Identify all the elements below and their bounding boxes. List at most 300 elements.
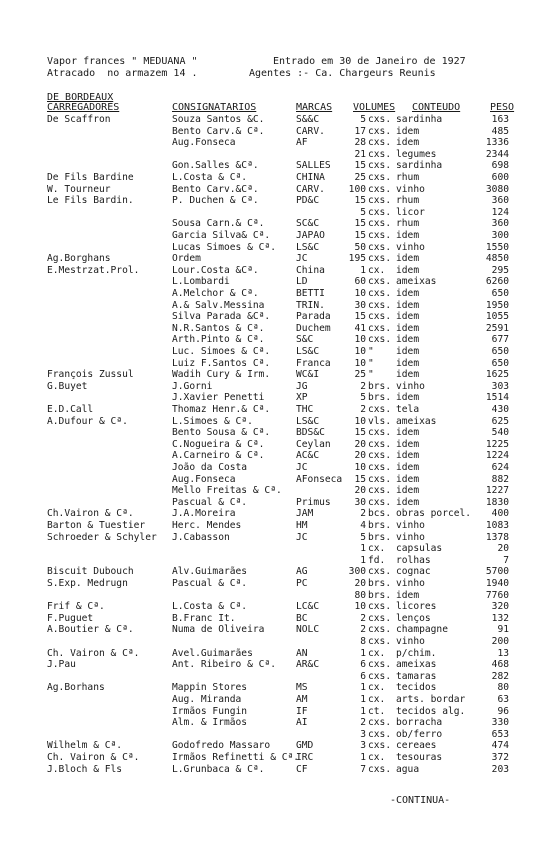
row-consignee: L.Costa & Cª. (172, 601, 248, 613)
table-row (0, 265, 550, 276)
row-quantity: 28 (354, 137, 366, 149)
row-consignee: A.Melchor & Cª. (172, 288, 259, 299)
column-header-marks: MARCAS (296, 102, 333, 113)
table-row (0, 126, 550, 137)
row-unit: cxs. (368, 728, 392, 740)
row-content: idem (396, 427, 420, 439)
row-content: idem (396, 253, 420, 265)
column-header-weight: PESO (490, 102, 515, 113)
row-content: idem (396, 230, 420, 241)
row-quantity: 20 (354, 450, 366, 462)
row-shipper: Frif & Cª. (47, 601, 105, 613)
row-content: idem (396, 357, 420, 369)
row-unit: ct. (368, 705, 386, 717)
row-quantity: 25 (354, 369, 366, 381)
table-row (0, 184, 550, 195)
row-mark: TRIN. (296, 299, 325, 311)
row-quantity: 15 (354, 218, 366, 230)
row-weight: 203 (491, 763, 509, 775)
row-mark: BC (296, 612, 308, 624)
row-quantity: 2 (360, 380, 366, 392)
row-mark: BETTI (296, 288, 325, 299)
row-consignee: Bento Sousa & Cª. (172, 427, 271, 439)
row-mark: CHINA (296, 172, 325, 183)
row-unit: cxs. (368, 659, 392, 671)
row-consignee: J.Cabasson (172, 531, 230, 543)
row-shipper: E.Mestrzat.Prol. (47, 264, 140, 276)
row-quantity: 1 (360, 705, 366, 717)
row-unit: brs. (368, 380, 392, 392)
row-weight: 1940 (485, 578, 509, 589)
row-mark: SC&C (296, 218, 320, 230)
row-mark: AFonseca (296, 473, 343, 485)
row-content: idem (396, 311, 420, 323)
row-quantity: 2 (360, 717, 366, 729)
row-quantity: 3 (360, 728, 366, 740)
row-unit: cxs. (368, 125, 392, 137)
row-unit: cxs. (368, 160, 392, 172)
row-mark: JC (296, 253, 308, 265)
row-unit: cx. (368, 682, 386, 694)
table-row (0, 462, 550, 473)
row-weight: 2591 (485, 322, 509, 334)
row-quantity: 195 (348, 253, 366, 265)
row-consignee: Bento Carv.&Cª. (172, 183, 259, 195)
row-weight: 163 (491, 114, 509, 125)
row-consignee: Aug.Fonseca (172, 473, 236, 485)
row-consignee: L.Costa & Cª. (172, 172, 248, 183)
row-unit: cxs. (368, 183, 392, 195)
row-weight: 474 (491, 740, 509, 752)
row-unit: cxs. (368, 322, 392, 334)
row-mark: GMD (296, 740, 314, 752)
row-shipper: Ch. Vairon & Cª. (47, 647, 140, 659)
row-unit: cxs. (368, 473, 392, 485)
row-consignee: Aug. Miranda (172, 694, 242, 705)
agents-info: Agentes :- Ca. Chargeurs Reunis (249, 68, 436, 79)
row-consignee: L.Simoes & Cª. (172, 415, 253, 427)
row-unit: cxs. (368, 763, 392, 775)
row-consignee: Arth.Pinto & Cª. (172, 334, 265, 346)
row-weight: 1950 (485, 299, 509, 311)
table-row (0, 485, 550, 496)
row-mark: AC&C (296, 450, 320, 462)
port-of-origin: DE BORDEAUX (47, 92, 114, 103)
table-row (0, 601, 550, 612)
row-content: vinho (396, 183, 425, 195)
row-unit: " (368, 369, 374, 381)
row-quantity: 1 (360, 752, 366, 763)
row-weight: 485 (491, 125, 509, 137)
row-quantity: 10 (354, 357, 366, 369)
row-quantity: 5 (360, 531, 366, 543)
row-unit: brs. (368, 531, 392, 543)
row-weight: 625 (491, 415, 509, 427)
row-weight: 1830 (485, 496, 509, 508)
column-header-shippers: CARREGADORES (47, 102, 120, 113)
row-content: rhum (396, 195, 420, 207)
row-unit: cxs. (368, 717, 392, 729)
row-consignee: L.Lombardi (172, 276, 230, 288)
row-content: vinho (396, 636, 425, 647)
table-row (0, 508, 550, 519)
row-mark: Primus (296, 496, 331, 508)
row-quantity: 15 (354, 311, 366, 323)
continues-note: -CONTINUA- (390, 795, 451, 806)
row-unit: cxs. (368, 195, 392, 207)
row-mark: HM (296, 520, 308, 531)
table-row (0, 230, 550, 241)
row-mark: MS (296, 682, 308, 694)
row-weight: 1227 (485, 485, 509, 497)
row-weight: 7760 (485, 589, 509, 601)
warehouse-info: Atracado no armazem 14 . (47, 68, 198, 79)
table-row (0, 764, 550, 775)
row-unit: cx. (368, 752, 386, 763)
row-content: legumes (396, 148, 437, 160)
row-content: idem (396, 392, 420, 404)
row-shipper: E.D.Call (47, 404, 94, 415)
row-content: idem (396, 264, 420, 276)
row-content: arts. bordar (396, 694, 466, 705)
row-consignee: N.R.Santos & Cª. (172, 322, 265, 334)
row-quantity: 1 (360, 543, 366, 555)
row-unit: cxs. (368, 230, 392, 241)
table-row (0, 532, 550, 543)
row-shipper: De Scaffron (47, 114, 111, 125)
row-quantity: 1 (360, 682, 366, 694)
row-content: vinho (396, 241, 425, 253)
row-weight: 124 (491, 206, 509, 218)
row-unit: brs. (368, 520, 392, 531)
row-unit: cxs. (368, 288, 392, 299)
row-unit: cxs. (368, 206, 392, 218)
row-weight: 2344 (485, 148, 509, 160)
table-row (0, 474, 550, 485)
table-row (0, 555, 550, 566)
row-consignee: J.A.Moreira (172, 508, 236, 520)
row-consignee: Sousa Carn.& Cª. (172, 218, 265, 230)
row-mark: China (296, 264, 325, 276)
row-mark: JC (296, 531, 308, 543)
row-content: tecidos alg. (396, 705, 466, 717)
row-unit: cxs. (368, 137, 392, 149)
row-quantity: 17 (354, 125, 366, 137)
row-consignee: A.& Salv.Messina (172, 299, 265, 311)
row-content: tela (396, 404, 420, 415)
row-weight: 360 (491, 195, 509, 207)
row-consignee: Luiz F.Santos Cª. (172, 357, 271, 369)
row-weight: 1055 (485, 311, 509, 323)
row-weight: 400 (491, 508, 509, 520)
row-content: sardinha (396, 114, 443, 125)
column-header-consignees: CONSIGNATARIOS (172, 102, 257, 113)
row-mark: THC (296, 404, 314, 415)
row-mark: Duchem (296, 322, 331, 334)
row-quantity: 10 (354, 601, 366, 613)
row-mark: AN (296, 647, 308, 659)
row-quantity: 10 (354, 346, 366, 357)
row-consignee: C.Nogueira & Cª. (172, 438, 265, 450)
row-weight: 468 (491, 659, 509, 671)
row-quantity: 15 (354, 473, 366, 485)
table-row (0, 671, 550, 682)
row-consignee: Souza Santos &C. (172, 114, 265, 125)
row-content: idem (396, 369, 420, 381)
row-unit: cxs. (368, 276, 392, 288)
column-header-volumes: VOLUMES (353, 102, 396, 113)
row-consignee: Garcia Silva& Cª. (172, 230, 271, 241)
row-consignee: Luc. Simoes & Cª. (172, 346, 271, 357)
row-unit: cxs. (368, 485, 392, 497)
ship-name: Vapor frances " MEDUANA " (47, 56, 198, 67)
row-quantity: 2 (360, 612, 366, 624)
row-shipper: A.Boutier & Cª. (47, 624, 134, 636)
row-weight: 1083 (485, 520, 509, 531)
row-unit: cx. (368, 694, 386, 705)
row-weight: 650 (491, 346, 509, 357)
row-content: ameixas (396, 276, 437, 288)
row-quantity: 1 (360, 554, 366, 566)
row-weight: 1550 (485, 241, 509, 253)
row-quantity: 60 (354, 276, 366, 288)
row-unit: brs. (368, 578, 392, 589)
row-unit: cxs. (368, 462, 392, 473)
row-consignee: Mappin Stores (172, 682, 248, 694)
table-row (0, 276, 550, 287)
row-mark: S&C (296, 334, 314, 346)
row-shipper: Ag.Borghans (47, 253, 111, 265)
row-content: vinho (396, 520, 425, 531)
row-quantity: 50 (354, 241, 366, 253)
row-content: ameixas (396, 659, 437, 671)
table-row (0, 497, 550, 508)
row-shipper: Le Fils Bardin. (47, 195, 134, 207)
row-content: agua (396, 763, 420, 775)
row-weight: 3080 (485, 183, 509, 195)
row-quantity: 7 (360, 763, 366, 775)
row-consignee: Ordem (172, 253, 201, 265)
row-consignee: Lour.Costa &Cª. (172, 264, 259, 276)
row-shipper: J.Bloch & Fls (47, 763, 123, 775)
row-unit: cxs. (368, 311, 392, 323)
row-unit: cx. (368, 543, 386, 555)
row-content: idem (396, 125, 420, 137)
row-mark: Ceylan (296, 438, 331, 450)
row-weight: 20 (497, 543, 509, 555)
row-quantity: 21 (354, 148, 366, 160)
row-quantity: 41 (354, 322, 366, 334)
row-shipper: W. Tourneur (47, 183, 111, 195)
row-mark: AR&C (296, 659, 320, 671)
row-consignee: Irmãos Refinetti & Cª. (172, 752, 300, 763)
row-content: tecidos (396, 682, 437, 694)
row-weight: 200 (491, 636, 509, 647)
table-row (0, 694, 550, 705)
row-mark: JC (296, 462, 308, 473)
row-consignee: A.Carneiro & Cª. (172, 450, 265, 462)
row-quantity: 15 (354, 195, 366, 207)
row-consignee: Bento Carv.& Cª. (172, 125, 265, 137)
row-weight: 303 (491, 380, 509, 392)
row-quantity: 15 (354, 230, 366, 241)
row-quantity: 20 (354, 438, 366, 450)
row-shipper: De Fils Bardine (47, 172, 134, 183)
table-row (0, 358, 550, 369)
row-weight: 372 (491, 752, 509, 763)
table-row (0, 137, 550, 148)
table-row (0, 242, 550, 253)
row-content: rhum (396, 218, 420, 230)
row-consignee: Numa de Oliveira (172, 624, 265, 636)
row-content: idem (396, 322, 420, 334)
row-quantity: 20 (354, 485, 366, 497)
row-consignee: B.Franc It. (172, 612, 236, 624)
row-shipper: Biscuit Dubouch (47, 566, 134, 578)
row-mark: AG (296, 566, 308, 578)
row-unit: cxs. (368, 670, 392, 682)
row-quantity: 1 (360, 264, 366, 276)
row-weight: 91 (497, 624, 509, 636)
row-content: vinho (396, 578, 425, 589)
table-row (0, 450, 550, 461)
row-quantity: 300 (348, 566, 366, 578)
row-content: cognac (396, 566, 431, 578)
row-quantity: 6 (360, 670, 366, 682)
row-unit: cxs. (368, 636, 392, 647)
row-weight: 320 (491, 601, 509, 613)
row-quantity: 5 (360, 114, 366, 125)
row-content: champagne (396, 624, 448, 636)
row-content: idem (396, 288, 420, 299)
row-consignee: Pascual & Cª. (172, 496, 248, 508)
row-unit: " (368, 346, 374, 357)
table-row (0, 427, 550, 438)
row-mark: LS&C (296, 415, 320, 427)
table-row (0, 149, 550, 160)
row-content: idem (396, 450, 420, 462)
row-content: cereaes (396, 740, 437, 752)
row-content: vinho (396, 380, 425, 392)
table-row (0, 613, 550, 624)
row-content: rhum (396, 172, 420, 183)
row-mark: BDS&C (296, 427, 325, 439)
row-weight: 132 (491, 612, 509, 624)
row-weight: 624 (491, 462, 509, 473)
row-mark: WC&I (296, 369, 320, 381)
row-shipper: Ag.Borhans (47, 682, 105, 694)
row-mark: NOLC (296, 624, 320, 636)
row-unit: cxs. (368, 566, 392, 578)
row-unit: cxs. (368, 427, 392, 439)
row-content: idem (396, 299, 420, 311)
row-weight: 7 (503, 554, 509, 566)
row-weight: 653 (491, 728, 509, 740)
row-mark: IF (296, 705, 308, 717)
table-row (0, 578, 550, 589)
row-weight: 5700 (485, 566, 509, 578)
row-content: lenços (396, 612, 431, 624)
table-row (0, 334, 550, 345)
table-row (0, 253, 550, 264)
row-consignee: Pascual & Cª. (172, 578, 248, 589)
row-mark: LS&C (296, 241, 320, 253)
row-mark: SALLES (296, 160, 331, 172)
row-shipper: A.Dufour & Cª. (47, 415, 128, 427)
row-content: idem (396, 462, 420, 473)
row-weight: 698 (491, 160, 509, 172)
row-mark: AI (296, 717, 308, 729)
table-row (0, 381, 550, 392)
row-unit: cxs. (368, 612, 392, 624)
row-consignee: Mello Freitas & Cª. (172, 485, 282, 497)
row-unit: cxs. (368, 172, 392, 183)
table-row (0, 346, 550, 357)
row-content: idem (396, 485, 420, 497)
row-content: rolhas (396, 554, 431, 566)
row-consignee: J.Gorni (172, 380, 213, 392)
row-content: capsulas (396, 543, 443, 555)
table-row (0, 311, 550, 322)
row-unit: cxs. (368, 114, 392, 125)
row-unit: brs. (368, 392, 392, 404)
row-unit: " (368, 357, 374, 369)
row-quantity: 5 (360, 206, 366, 218)
row-unit: cx. (368, 264, 386, 276)
table-row (0, 323, 550, 334)
row-weight: 80 (497, 682, 509, 694)
row-unit: cxs. (368, 241, 392, 253)
row-content: licores (396, 601, 437, 613)
row-content: idem (396, 589, 420, 601)
row-weight: 540 (491, 427, 509, 439)
row-quantity: 6 (360, 659, 366, 671)
table-row (0, 520, 550, 531)
row-weight: 96 (497, 705, 509, 717)
row-content: tesouras (396, 752, 443, 763)
row-unit: bcs. (368, 508, 392, 520)
row-weight: 1514 (485, 392, 509, 404)
row-consignee: Ant. Ribeiro & Cª. (172, 659, 276, 671)
table-row (0, 160, 550, 171)
row-unit: fd. (368, 554, 386, 566)
row-unit: cxs. (368, 299, 392, 311)
row-consignee: J.Xavier Penetti (172, 392, 265, 404)
row-weight: 1224 (485, 450, 509, 462)
row-shipper: Wilhelm & Cª. (47, 740, 123, 752)
row-quantity: 20 (354, 578, 366, 589)
table-row (0, 624, 550, 635)
row-quantity: 4 (360, 520, 366, 531)
table-row (0, 369, 550, 380)
row-consignee: Silva Parada &Cª. (172, 311, 271, 323)
row-weight: 1225 (485, 438, 509, 450)
row-unit: cxs. (368, 218, 392, 230)
row-consignee: Aug.Fonseca (172, 137, 236, 149)
row-mark: CARV. (296, 183, 325, 195)
row-weight: 650 (491, 357, 509, 369)
row-quantity: 25 (354, 172, 366, 183)
row-quantity: 10 (354, 462, 366, 473)
row-weight: 282 (491, 670, 509, 682)
row-weight: 360 (491, 218, 509, 230)
row-mark: LD (296, 276, 308, 288)
row-mark: JG (296, 380, 308, 392)
row-consignee: P. Duchen & Cª. (172, 195, 259, 207)
row-weight: 1625 (485, 369, 509, 381)
row-quantity: 3 (360, 740, 366, 752)
row-consignee: Godofredo Massaro (172, 740, 271, 752)
